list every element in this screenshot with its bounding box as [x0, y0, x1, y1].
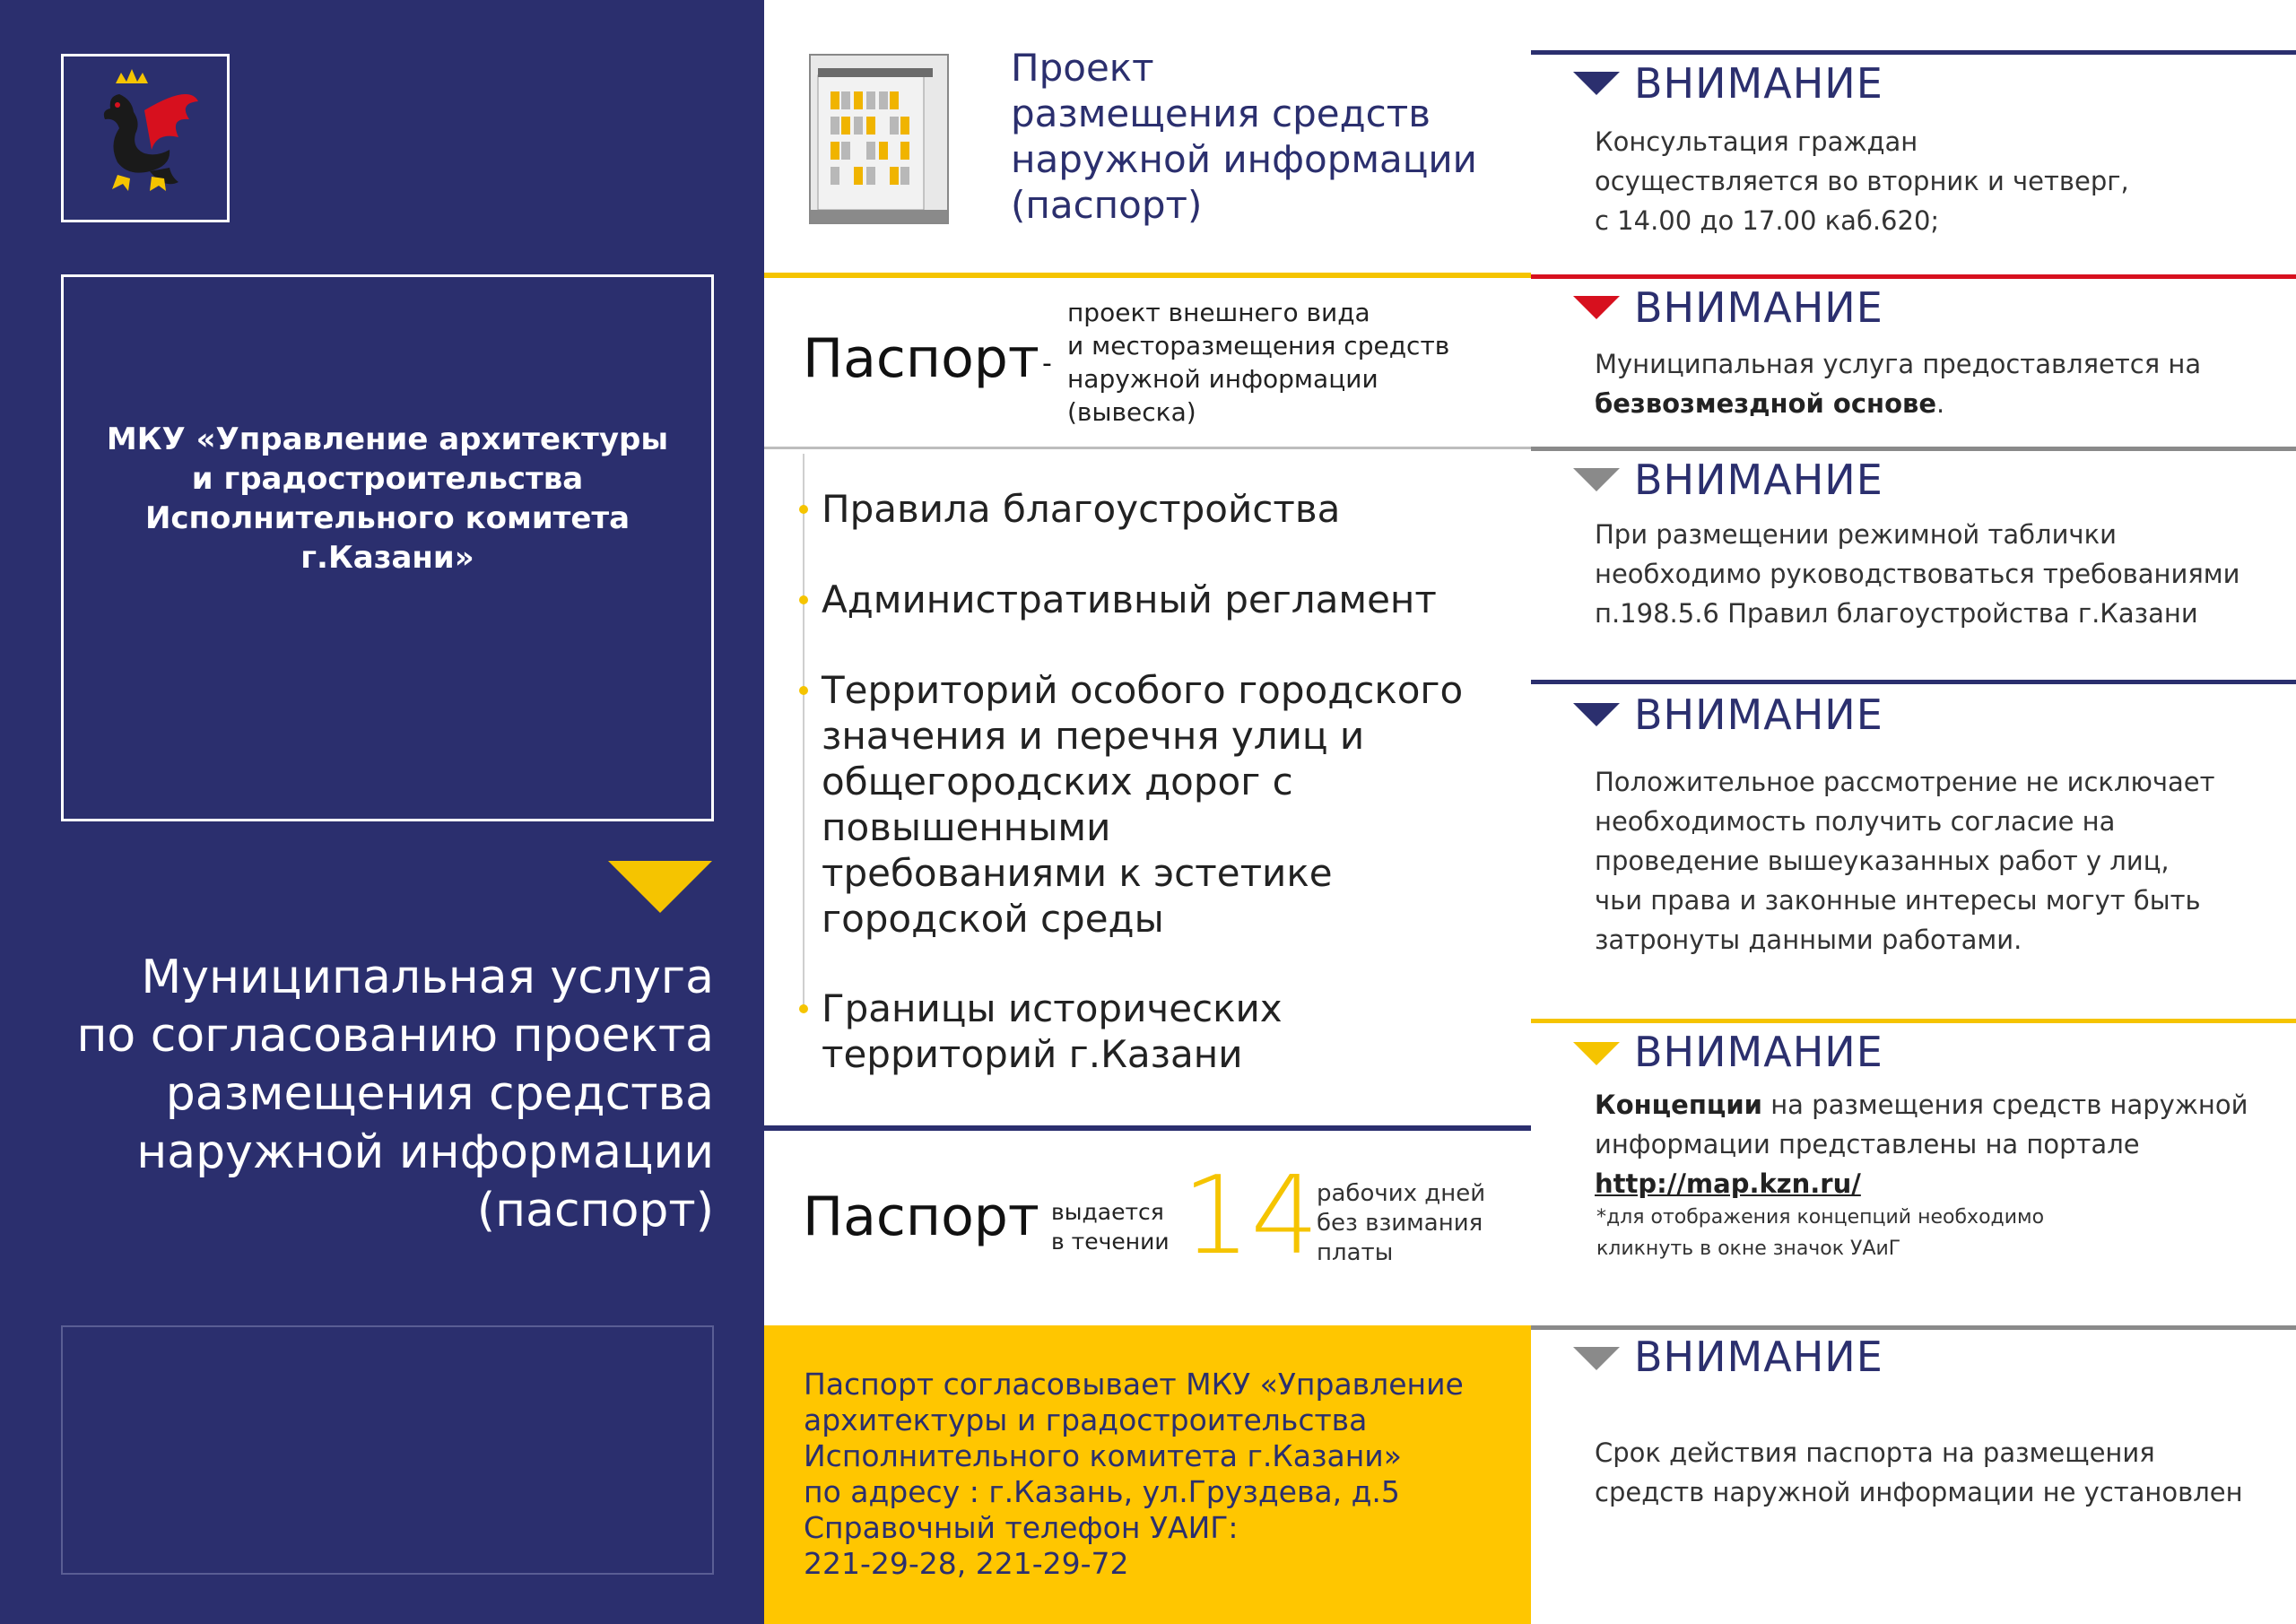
kazan-emblem-icon: [64, 56, 227, 220]
warning-body-2-end: .: [1936, 388, 1945, 419]
concepts-text: на размещения средств наружной информации представлены на портале: [1595, 1090, 2248, 1159]
red-triangle-icon: [1573, 296, 1620, 319]
bullet-dot: [799, 505, 808, 514]
warning-label-4: ВНИМАНИЕ: [1634, 690, 1883, 739]
map-portal-link[interactable]: http://map.kzn.ru/: [1595, 1168, 1861, 1199]
warning-body-3: При размещении режимной таблички необходимо руководствоваться требованиями п.198.5.6 Правил благоустройства г.Казани: [1595, 519, 2240, 629]
emblem-frame: [61, 54, 230, 222]
divider-navy: [764, 1125, 1531, 1131]
divider-navy-2: [1531, 680, 2296, 684]
contact-text: Паспорт согласовывает МКУ «Управление архитектуры и градостроительства Исполнительного комитета г.Казани» по адресу : г.Казань, ул.Груздева, д.5 Справочный телефон УАИГ: 221-29-28, 221-29-72: [804, 1367, 1464, 1581]
bullet-territories: Территорий особого городского значения и перечня улиц и общегородских дорог с повышенными требованиями к эстетике городской среды: [822, 668, 1464, 941]
building-photo: [809, 54, 949, 224]
yellow-triangle-icon: [608, 861, 712, 913]
project-title: Проект размещения средств наружной информации (паспорт): [1011, 46, 1477, 227]
issued-within-text: выдается в течении: [1051, 1199, 1170, 1255]
concepts-word: Концепции: [1595, 1090, 1762, 1120]
bullet-regulation: Административный регламент: [822, 578, 1437, 621]
warning-label-1: ВНИМАНИЕ: [1634, 59, 1883, 108]
navy-triangle-icon: [1573, 703, 1620, 726]
days-number: 14: [1182, 1154, 1319, 1279]
divider-gray-2: [1531, 1325, 2296, 1330]
gray-triangle-icon: [1573, 1347, 1620, 1370]
passport-heading: Паспорт: [803, 327, 1039, 390]
warning-body-6: Срок действия паспорта на размещения средств наружной информации не установлен: [1595, 1437, 2243, 1507]
navy-triangle-icon: [1573, 72, 1620, 95]
divider-red: [1531, 274, 2296, 279]
gray-triangle-icon: [1573, 468, 1620, 491]
organization-name: МКУ «Управление архитектуры и градостроительства Исполнительного комитета г.Казани»: [106, 421, 669, 576]
divider-gray: [764, 447, 1531, 449]
building-icon: [811, 56, 947, 222]
concepts-footnote: *для отображения концепций необходимо кликнуть в окне значок УАиГ: [1596, 1206, 2045, 1260]
warning-body-4: Положительное рассмотрение не исключает необходимость получить согласие на проведение вышеуказанных работ у лиц, чьи права и законные интересы могут быть затронуты данными работами.: [1595, 767, 2215, 955]
passport-definition: проект внешнего вида и месторазмещения средств наружной информации (вывеска): [1067, 298, 1450, 427]
bottom-empty-frame: [61, 1325, 714, 1575]
bullet-timeline-line: [803, 454, 804, 1008]
yellow-triangle-small-icon: [1573, 1042, 1620, 1065]
warning-body-1: Консультация граждан осуществляется во вторник и четверг, с 14.00 до 17.00 каб.620;: [1595, 126, 2129, 236]
divider-yellow-2: [1531, 1019, 2296, 1023]
bullet-historic: Границы исторических территорий г.Казани: [822, 986, 1283, 1076]
warning-body-2-plain: Муниципальная услуга предоставляется на: [1595, 349, 2202, 379]
divider-navy-1: [1531, 50, 2296, 55]
warning-label-3: ВНИМАНИЕ: [1634, 456, 1883, 504]
bullet-dot: [799, 1004, 808, 1013]
organization-box: [61, 274, 714, 821]
warning-label-6: ВНИМАНИЕ: [1634, 1333, 1883, 1381]
bullet-rules: Правила благоустройства: [822, 487, 1341, 531]
warning-label-5: ВНИМАНИЕ: [1634, 1028, 1883, 1076]
days-description: рабочих дней без взимания платы: [1317, 1180, 1486, 1266]
divider-gray-1: [1531, 447, 2296, 451]
bullet-dot: [799, 595, 808, 604]
passport-dash: -: [1042, 348, 1052, 379]
divider-yellow: [764, 273, 1531, 278]
bullet-dot: [799, 686, 808, 695]
passport-heading-2: Паспорт: [803, 1185, 1039, 1248]
warning-label-2: ВНИМАНИЕ: [1634, 283, 1883, 332]
warning-body-2: [1595, 344, 2276, 423]
service-title: Муниципальная услуга по согласованию проекта размещения средства наружной информации (паспорт): [76, 951, 714, 1238]
warning-body-5: [1595, 1085, 2276, 1164]
warning-body-2-bold: безвозмездной основе: [1595, 388, 1937, 419]
